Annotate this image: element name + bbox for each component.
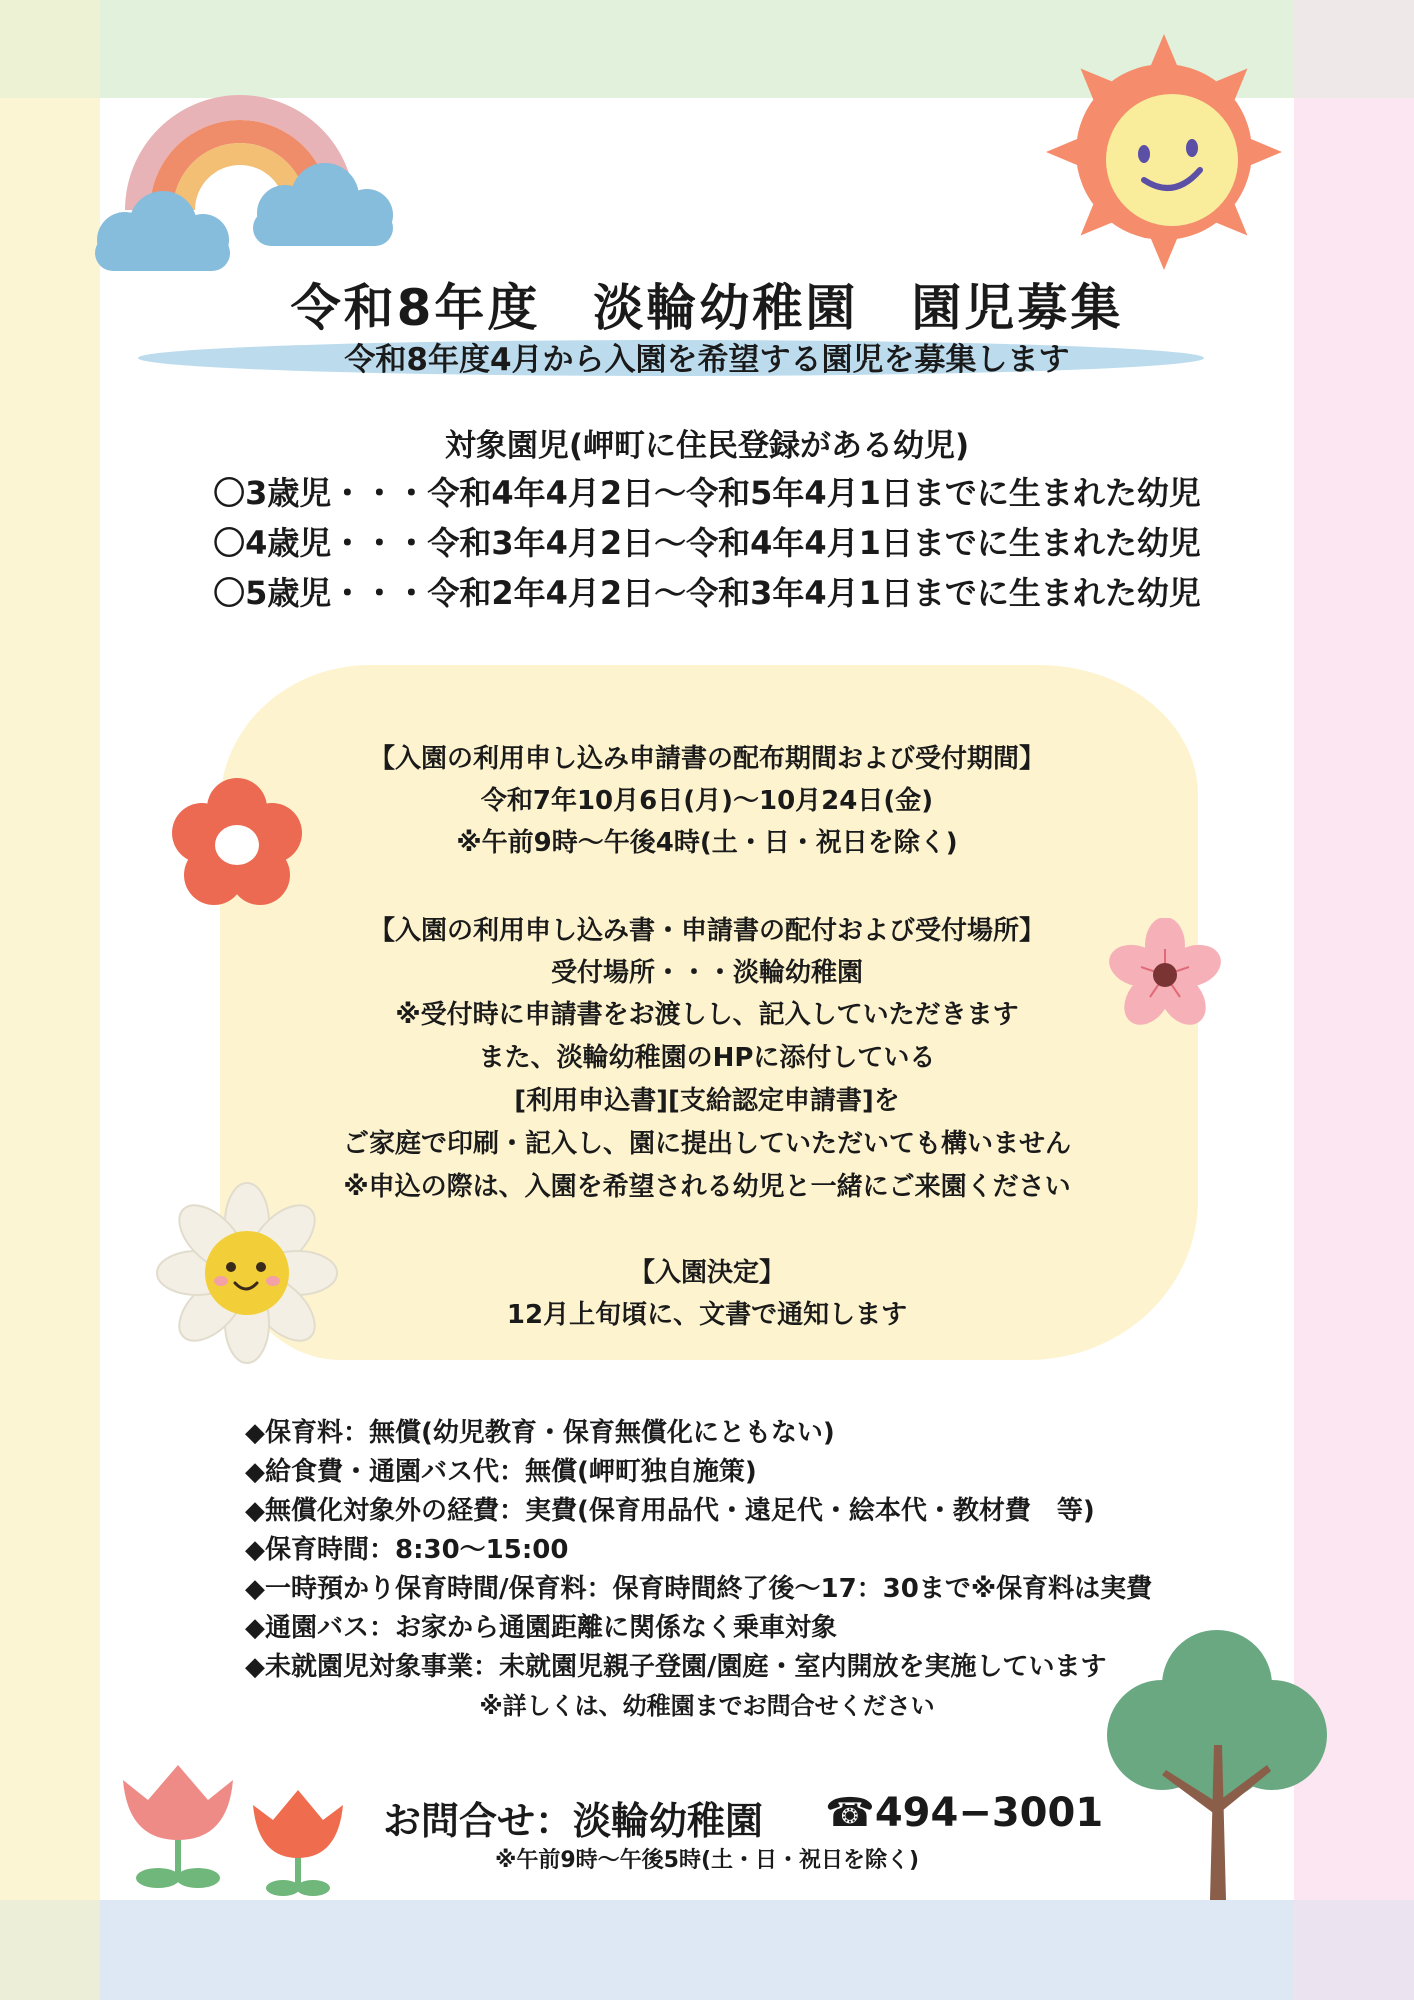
place-note-3: [利用申込書][支給認定申請書]を: [514, 1086, 900, 1116]
age-line-3: 〇3歳児・・・令和4年4月2日～令和5年4月1日までに生まれた幼児: [213, 474, 1201, 512]
page-subtitle: 令和8年度4月から入園を希望する園児を募集します: [344, 342, 1070, 378]
details-note: ※詳しくは、幼稚園までお問合せください: [479, 1692, 935, 1720]
contact-hours: ※午前9時～午後5時(土・日・祝日を除く): [494, 1848, 920, 1873]
detail-extended-care: ◆一時預かり保育時間/保育料：保育時間終了後～17：30まで※保育料は実費: [245, 1574, 1153, 1604]
detail-hours: ◆保育時間：8:30～15:00: [245, 1535, 569, 1565]
bottom-color-band: [0, 1900, 1414, 2000]
detail-meal-bus: ◆給食費・通園バス代：無償(岬町独自施策): [245, 1457, 757, 1487]
decision-heading: 【入園決定】: [628, 1258, 785, 1288]
page-title: 令和8年度 淡輪幼稚園 園児募集: [290, 279, 1124, 337]
rainbow-icon: [85, 65, 405, 285]
place-heading: 【入園の利用申し込み書・申請書の配付および受付場所】: [368, 916, 1045, 946]
period-dates: 令和7年10月6日(月)～10月24日(金): [480, 786, 934, 816]
eligibility-heading: 対象園児(岬町に住民登録がある幼児): [444, 428, 970, 464]
detail-extra-costs: ◆無償化対象外の経費：実費(保育用品代・遠足代・絵本代・教材費 等): [245, 1496, 1095, 1526]
place-note-2: また、淡輪幼稚園のHPに添付している: [478, 1043, 936, 1073]
detail-fee: ◆保育料：無償(幼児教育・保育無償化にともない): [245, 1418, 835, 1448]
corner-bottom-left: [0, 1900, 100, 2000]
sun-icon: [1042, 30, 1287, 275]
age-line-5: 〇5歳児・・・令和2年4月2日～令和3年4月1日までに生まれた幼児: [213, 574, 1201, 612]
contact-phone[interactable]: ☎494−3001: [825, 1790, 1104, 1836]
corner-bottom-right: [1294, 1900, 1414, 2000]
place-note-1: ※受付時に申請書をお渡しし、記入していただきます: [395, 1000, 1019, 1030]
contact-label: お問合せ：淡輪幼稚園: [383, 1799, 764, 1843]
corner-top-right: [1294, 0, 1414, 98]
decision-text: 12月上旬頃に、文書で通知します: [506, 1300, 908, 1330]
place-note-4: ご家庭で印刷・記入し、園に提出していただいても構いません: [342, 1129, 1071, 1159]
pink-flower-icon: [1108, 918, 1223, 1033]
daisy-icon: [155, 1175, 355, 1365]
age-line-4: 〇4歳児・・・令和3年4月2日～令和4年4月1日までに生まれた幼児: [213, 524, 1201, 562]
place-name: 受付場所・・・淡輪幼稚園: [550, 958, 863, 988]
place-note-5: ※申込の際は、入園を希望される幼児と一緒にご来園ください: [343, 1172, 1071, 1202]
tulip-icon: [118, 1760, 348, 1910]
detail-school-bus: ◆通園バス：お家から通園距離に関係なく乗車対象: [245, 1613, 837, 1643]
red-flower-icon: [172, 778, 302, 908]
period-hours: ※午前9時～午後4時(土・日・祝日を除く): [456, 828, 958, 858]
detail-preschool-program: ◆未就園児対象事業：未就園児親子登園/園庭・室内開放を実施しています: [245, 1652, 1107, 1682]
period-heading: 【入園の利用申し込み申請書の配布期間および受付期間】: [368, 744, 1045, 774]
